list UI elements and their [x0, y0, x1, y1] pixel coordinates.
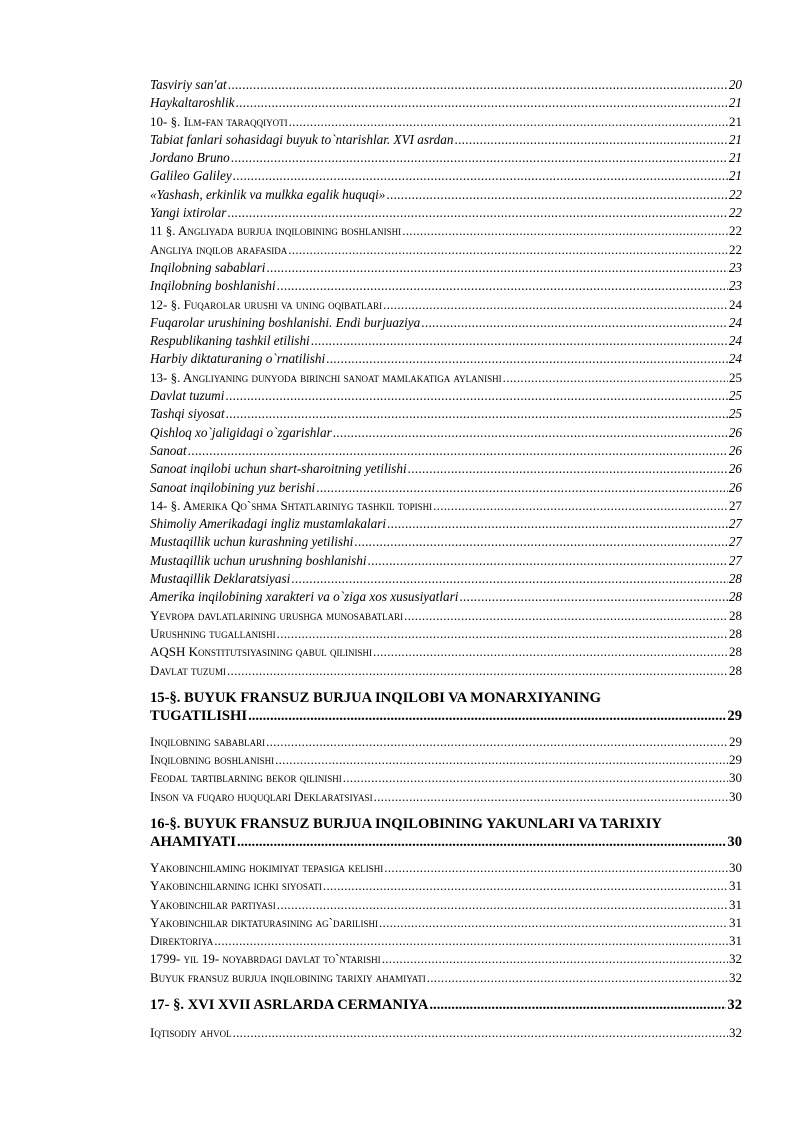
toc-entry[interactable]: [150, 296, 742, 314]
toc-entry[interactable]: [150, 277, 742, 295]
toc-page-number: 29: [729, 733, 742, 749]
toc-page-number: 29: [727, 708, 742, 725]
toc-page-number: 32: [729, 951, 742, 967]
toc-entry-title: Tasviriy san'at: [150, 77, 227, 92]
toc-entry[interactable]: [150, 332, 742, 350]
toc-page-number: 26: [728, 461, 742, 477]
toc-page-number: 27: [728, 534, 742, 550]
toc-entry[interactable]: [150, 149, 742, 167]
toc-entry[interactable]: [150, 552, 742, 570]
dot-leader: [333, 424, 728, 442]
toc-entry[interactable]: [150, 204, 742, 222]
chapter-title-line1: 15-§. BUYUK FRANSUZ BURJUA INQILOBI VA MONARXIYANING: [150, 689, 601, 706]
toc-entry-title: Yakobinchilar diktaturasining ag`darilishi: [150, 914, 378, 930]
toc-entry[interactable]: [150, 643, 742, 661]
toc-page-number: 30: [729, 859, 742, 875]
toc-entry[interactable]: [150, 662, 742, 680]
toc-page-number: 27: [729, 497, 742, 513]
toc-page-number: 22: [729, 241, 742, 257]
toc-page-number: 24: [728, 333, 742, 349]
toc-entry[interactable]: [150, 607, 742, 625]
toc-entry[interactable]: [150, 932, 742, 950]
dot-leader: [288, 241, 728, 259]
toc-entry-title: Iqtisodiy ahvol: [150, 1024, 232, 1040]
toc-entry-title: Fuqarolar urushining boshlanishi. Endi burjuaziya: [150, 314, 421, 330]
toc-page-number: 21: [728, 131, 742, 147]
toc-page-number: 31: [729, 878, 742, 894]
dot-leader: [383, 296, 728, 314]
toc-entry[interactable]: [150, 131, 742, 149]
toc-page-number: 21: [728, 150, 742, 166]
dot-leader: [228, 76, 728, 94]
toc-page-number: 25: [728, 388, 742, 404]
toc-entry-title: AQSH Konstitutsiyasining qabul qilinishi: [150, 644, 373, 660]
toc-entry-title: Jordano Bruno: [150, 150, 230, 166]
toc-entry-title: Qishloq xo`jaligidagi o`zgarishlar: [150, 424, 332, 440]
toc-entry-title: Sanoat: [150, 442, 187, 458]
chapter-title-line2: AHAMIYATI: [150, 834, 236, 851]
dot-leader: [289, 113, 728, 131]
dot-leader: [231, 149, 728, 167]
toc-page-number: 28: [729, 607, 742, 623]
toc-entry[interactable]: [150, 950, 742, 968]
toc-entry-title: 14- §. Amerika Qo`shma Shtatlariniyg tashkil topishi: [150, 497, 433, 513]
dot-leader: [429, 996, 726, 1015]
toc-entry-title: Mustaqillik uchun kurashning yetilishi: [150, 534, 354, 550]
toc-entry[interactable]: [150, 969, 742, 987]
toc-page-number: 32: [729, 1024, 742, 1040]
dot-leader: [277, 896, 728, 914]
toc-page-number: 32: [727, 997, 742, 1014]
dot-leader: [379, 914, 728, 932]
toc-entry-title: Yakobinchilar partiyasi: [150, 896, 276, 912]
toc-entry[interactable]: [150, 460, 742, 478]
toc-entry-title: Inson va fuqaro huquqlari Deklaratsiyasi: [150, 788, 373, 804]
dot-leader: [266, 733, 728, 751]
toc-entry-title: Sanoat inqilobi uchun shart-sharoitning yetilishi: [150, 461, 407, 477]
toc-entry[interactable]: [150, 769, 742, 787]
dot-leader: [373, 643, 728, 661]
toc-entry-title: Urushning tugallanishi: [150, 625, 276, 641]
toc-entry-title: Tashqi siyosat: [150, 406, 225, 422]
toc-entry[interactable]: [150, 424, 742, 442]
toc-page-number: 28: [729, 662, 742, 678]
dot-leader: [343, 769, 728, 787]
toc-entry-title: Inqilobning sabablari: [150, 259, 266, 275]
toc-page-number: 28: [729, 625, 742, 641]
toc-entry[interactable]: [150, 896, 742, 914]
toc-page-number: 21: [728, 168, 742, 184]
toc-entry[interactable]: [150, 369, 742, 387]
toc-page-number: 20: [728, 77, 742, 92]
dot-leader: [368, 552, 728, 570]
toc-entry[interactable]: [150, 788, 742, 806]
toc-entry[interactable]: [150, 113, 742, 131]
toc-entry-title: Amerika inqilobining xarakteri va o`ziga xos xususiyatlari: [150, 589, 459, 605]
dot-leader: [454, 131, 727, 149]
toc-chapter-heading[interactable]: [150, 689, 742, 726]
toc-page-number: 25: [729, 369, 742, 385]
dot-leader: [188, 442, 728, 460]
toc-entry[interactable]: [150, 914, 742, 932]
toc-entry[interactable]: [150, 314, 742, 332]
dot-leader: [277, 625, 728, 643]
chapter-title-line2: TUGATILISHI: [150, 708, 248, 725]
toc-entry-title: «Yashash, erkinlik va mulkka egalik huquqi»: [150, 186, 386, 202]
dot-leader: [316, 479, 728, 497]
dot-leader: [323, 877, 728, 895]
toc-page-number: 31: [729, 896, 742, 912]
toc-entry[interactable]: [150, 387, 742, 405]
toc-page-number: 22: [728, 205, 742, 221]
dot-leader: [266, 259, 727, 277]
toc-entry[interactable]: [150, 497, 742, 515]
dot-leader: [433, 497, 728, 515]
toc-page-number: 21: [729, 113, 742, 129]
toc-entry[interactable]: [150, 167, 742, 185]
toc-page-number: 30: [729, 788, 742, 804]
toc-entry[interactable]: [150, 625, 742, 643]
toc-entry-title: Harbiy diktaturaning o`rnatilishi: [150, 351, 326, 367]
dot-leader: [408, 460, 728, 478]
toc-page-number: 28: [728, 571, 742, 587]
toc-chapter-heading[interactable]: [150, 815, 742, 852]
toc-page-number: 27: [728, 552, 742, 568]
dot-leader: [384, 859, 728, 877]
dot-leader: [227, 662, 728, 680]
toc-entry-title: Yakobinchilaming hokimiyat tepasiga kelishi: [150, 859, 384, 875]
dot-leader: [237, 833, 726, 852]
toc-entry[interactable]: [150, 76, 742, 94]
dot-leader: [248, 707, 726, 726]
toc-entry[interactable]: [150, 259, 742, 277]
toc-entry-title: Davlat tuzumi: [150, 388, 225, 404]
dot-leader: [277, 277, 728, 295]
toc-entry-title: 13- §. Angliyaning dunyoda birinchi sanoat mamlakatiga aylanishi: [150, 369, 502, 385]
toc-entry[interactable]: [150, 186, 742, 204]
toc-entry-title: Shimoliy Amerikadagi ingliz mustamlakalari: [150, 516, 387, 532]
toc-page-number: 22: [729, 223, 742, 239]
dot-leader: [404, 607, 728, 625]
toc-page-number: 25: [728, 406, 742, 422]
table-of-contents: [150, 76, 742, 1042]
dot-leader: [326, 350, 728, 368]
toc-page-number: 23: [728, 259, 742, 275]
toc-entry[interactable]: [150, 241, 742, 259]
toc-entry-title: Feodal tartiblarning bekor qilinishi: [150, 770, 342, 786]
toc-entry-title: Inqilobning sabablari: [150, 733, 266, 749]
toc-page-number: 21: [728, 95, 742, 111]
toc-entry[interactable]: [150, 751, 742, 769]
dot-leader: [233, 167, 728, 185]
toc-entry-title: 10- §. Ilm-fan taraqqiyoti: [150, 113, 288, 129]
dot-leader: [427, 969, 728, 987]
toc-entry[interactable]: [150, 94, 742, 112]
toc-entry-title: Direktoriya: [150, 933, 214, 949]
toc-entry-title: Buyuk fransuz burjua inqilobining tarixiy ahamiyati: [150, 969, 426, 985]
dot-leader: [421, 314, 728, 332]
chapter-title: 17- §. XVI XVII ASRLARDA CERMANIYA: [150, 997, 429, 1014]
toc-entry-title: Yakobinchilarning ichki siyosati: [150, 878, 322, 894]
dot-leader: [382, 950, 728, 968]
toc-page-number: 24: [728, 351, 742, 367]
toc-page-number: 29: [729, 752, 742, 768]
toc-entry[interactable]: [150, 350, 742, 368]
dot-leader: [374, 788, 728, 806]
toc-page-number: 24: [728, 314, 742, 330]
toc-entry[interactable]: [150, 442, 742, 460]
toc-entry-title: Haykaltaroshlik: [150, 95, 235, 111]
dot-leader: [233, 1024, 728, 1042]
toc-entry-title: Yangi ixtirolar: [150, 205, 227, 221]
toc-page-number: 22: [728, 186, 742, 202]
toc-entry-title: Galileo Galiley: [150, 168, 232, 184]
toc-page-number: 27: [728, 516, 742, 532]
toc-page-number: 24: [729, 296, 742, 312]
toc-entry-title: Sanoat inqilobining yuz berishi: [150, 479, 316, 495]
dot-leader: [275, 751, 728, 769]
toc-entry-title: Yevropa davlatlarining urushga munosabatlari: [150, 607, 404, 623]
dot-leader: [386, 186, 727, 204]
dot-leader: [291, 570, 728, 588]
dot-leader: [226, 405, 728, 423]
toc-entry[interactable]: [150, 479, 742, 497]
dot-leader: [225, 387, 727, 405]
toc-entry[interactable]: [150, 405, 742, 423]
toc-entry-title: Davlat tuzumi: [150, 662, 226, 678]
toc-entry-title: Mustaqillik uchun urushning boshlanishi: [150, 552, 367, 568]
toc-entry[interactable]: [150, 733, 742, 751]
toc-entry-title: 11 §. Angliyada burjua inqilobining boshlanishi: [150, 223, 402, 239]
toc-entry-title: Angliya inqilob arafasida: [150, 241, 288, 257]
dot-leader: [311, 332, 728, 350]
toc-page-number: 31: [729, 933, 742, 949]
toc-page-number: 30: [729, 770, 742, 786]
dot-leader: [459, 588, 727, 606]
toc-entry[interactable]: [150, 515, 742, 533]
toc-entry-title: Respublikaning tashkil etilishi: [150, 333, 310, 349]
toc-page-number: 28: [728, 589, 742, 605]
toc-entry-title: Tabiat fanlari sohasidagi buyuk to`ntarishlar. XVI asrdan: [150, 131, 454, 147]
toc-page-number: 31: [729, 914, 742, 930]
toc-entry[interactable]: [150, 222, 742, 240]
dot-leader: [235, 94, 727, 112]
dot-leader: [387, 515, 728, 533]
toc-page-number: 32: [729, 969, 742, 985]
toc-entry-title: Mustaqillik Deklaratsiyasi: [150, 571, 291, 587]
dot-leader: [214, 932, 728, 950]
toc-page-number: 30: [727, 834, 742, 851]
toc-page-number: 26: [728, 442, 742, 458]
toc-page-number: 28: [729, 644, 742, 660]
toc-page-number: 26: [728, 424, 742, 440]
toc-entry-title: Inqilobning boshlanishi: [150, 278, 276, 294]
toc-page-number: 26: [728, 479, 742, 495]
toc-entry-title: Inqilobning boshlanishi: [150, 752, 275, 768]
toc-entry[interactable]: [150, 859, 742, 877]
toc-entry[interactable]: [150, 1024, 742, 1042]
dot-leader: [227, 204, 727, 222]
toc-entry-title: 12- §. Fuqarolar urushi va uning oqibatlari: [150, 296, 383, 312]
dot-leader: [402, 222, 728, 240]
toc-entry[interactable]: [150, 570, 742, 588]
toc-entry[interactable]: [150, 877, 742, 895]
toc-entry[interactable]: [150, 588, 742, 606]
toc-chapter-heading[interactable]: [150, 996, 742, 1015]
dot-leader: [503, 369, 728, 387]
chapter-title-line1: 16-§. BUYUK FRANSUZ BURJUA INQILOBINING YAKUNLARI VA TARIXIY: [150, 815, 662, 832]
dot-leader: [354, 533, 728, 551]
toc-entry-title: 1799- yil 19- noyabrdagi davlat to`ntarishi: [150, 951, 381, 967]
toc-page-number: 23: [728, 278, 742, 294]
toc-entry[interactable]: [150, 533, 742, 551]
